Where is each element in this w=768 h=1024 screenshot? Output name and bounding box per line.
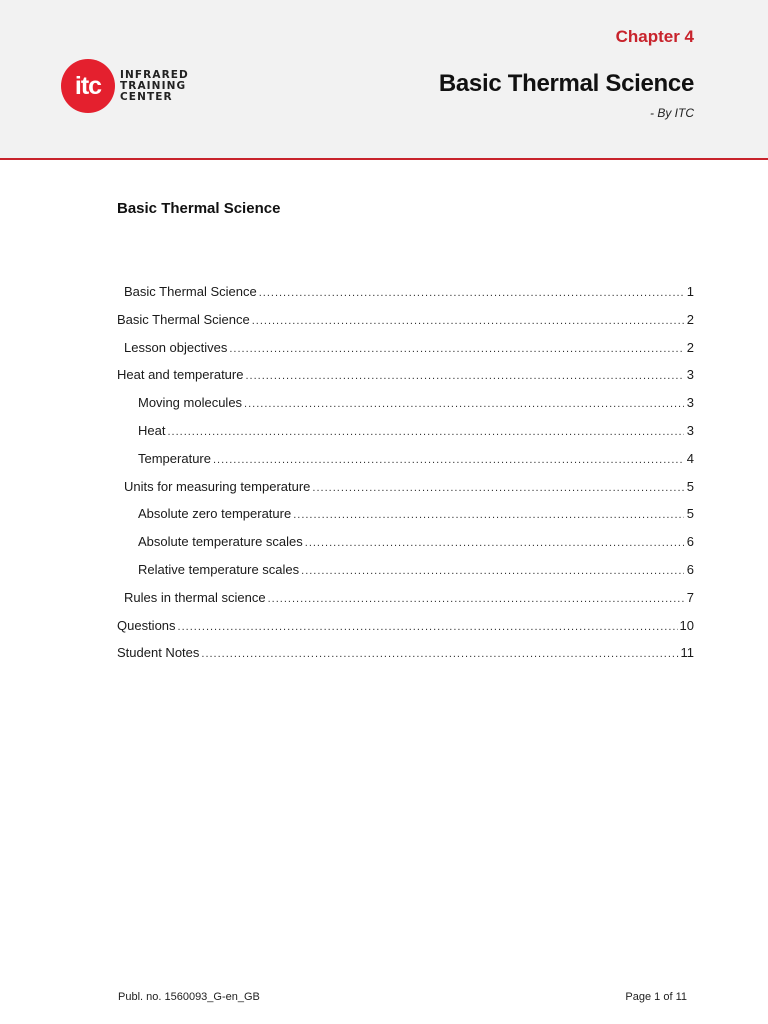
toc-entry-page: 11 (680, 645, 694, 661)
toc-entry[interactable] (117, 367, 694, 395)
toc-entry-page: 4 (686, 450, 694, 466)
logo-line-3: CENTER (120, 90, 173, 103)
logo-text (120, 70, 189, 103)
toc-leader-dots (167, 426, 684, 438)
toc-entry-label: Relative temperature scales (138, 561, 300, 577)
toc-leader-dots (293, 509, 684, 521)
toc-entry-label: Rules in thermal science (124, 589, 266, 605)
toc-entry-label: Basic Thermal Science (117, 311, 250, 327)
itc-logo (61, 59, 189, 113)
toc-entry[interactable] (117, 506, 694, 534)
logo-mark: itc (61, 59, 115, 113)
toc-leader-dots (312, 482, 684, 494)
toc-entry-page: 3 (686, 367, 694, 383)
toc-entry[interactable] (117, 645, 694, 673)
toc-entry-page: 2 (686, 311, 694, 327)
publication-number: Publ. no. 1560093_G-en_GB (118, 991, 260, 1003)
toc-leader-dots (245, 370, 684, 382)
toc-entry-page: 6 (686, 534, 694, 550)
toc-entry[interactable] (117, 284, 694, 312)
toc-leader-dots (301, 565, 684, 577)
toc-entry-label: Basic Thermal Science (124, 284, 257, 299)
toc-entry[interactable] (117, 562, 694, 590)
toc-leader-dots (213, 454, 684, 466)
toc-entry-page: 2 (686, 339, 694, 355)
page-header (0, 0, 768, 160)
toc-entry-label: Units for measuring temperature (124, 478, 311, 494)
toc-leader-dots (259, 287, 684, 299)
toc-entry[interactable] (117, 451, 694, 479)
toc-entry-label: Moving molecules (138, 395, 243, 411)
document-title: Basic Thermal Science (438, 70, 694, 97)
toc-entry-page: 10 (679, 617, 694, 633)
toc-entry-page: 1 (686, 284, 694, 299)
toc-entry[interactable] (117, 340, 694, 368)
toc-leader-dots (252, 315, 684, 327)
toc-entry[interactable] (117, 590, 694, 618)
toc-leader-dots (268, 593, 684, 605)
toc-entry-label: Heat (138, 422, 166, 438)
toc-entry-label: Absolute zero temperature (138, 506, 292, 522)
table-of-contents (117, 284, 694, 673)
toc-entry-label: Heat and temperature (117, 367, 244, 383)
toc-leader-dots (178, 621, 678, 633)
toc-leader-dots (229, 343, 684, 355)
toc-entry-page: 5 (686, 478, 694, 494)
toc-entry[interactable] (117, 312, 694, 340)
toc-entry-label: Absolute temperature scales (138, 534, 303, 550)
toc-entry[interactable] (117, 534, 694, 562)
toc-entry-page: 6 (686, 561, 694, 577)
toc-leader-dots (244, 398, 684, 410)
section-heading: Basic Thermal Science (117, 200, 281, 217)
toc-entry[interactable] (117, 618, 694, 646)
toc-entry-page: 3 (686, 422, 694, 438)
toc-entry-label: Lesson objectives (124, 339, 228, 355)
toc-entry-page: 7 (686, 589, 694, 605)
toc-entry-label: Temperature (138, 450, 211, 466)
byline: - By ITC (650, 106, 694, 120)
toc-entry[interactable] (117, 395, 694, 423)
toc-leader-dots (305, 537, 684, 549)
toc-entry[interactable] (117, 423, 694, 451)
toc-entry-page: 5 (686, 506, 694, 522)
toc-entry-label: Questions (117, 617, 176, 633)
logo-line-2: TRAINING (120, 79, 187, 92)
page-number: Page 1 of 11 (625, 991, 687, 1003)
toc-entry[interactable] (117, 479, 694, 507)
chapter-label: Chapter 4 (615, 27, 694, 46)
toc-entry-page: 3 (686, 395, 694, 411)
toc-leader-dots (201, 648, 678, 660)
toc-entry-label: Student Notes (117, 645, 200, 661)
logo-line-1: INFRARED (120, 68, 189, 81)
